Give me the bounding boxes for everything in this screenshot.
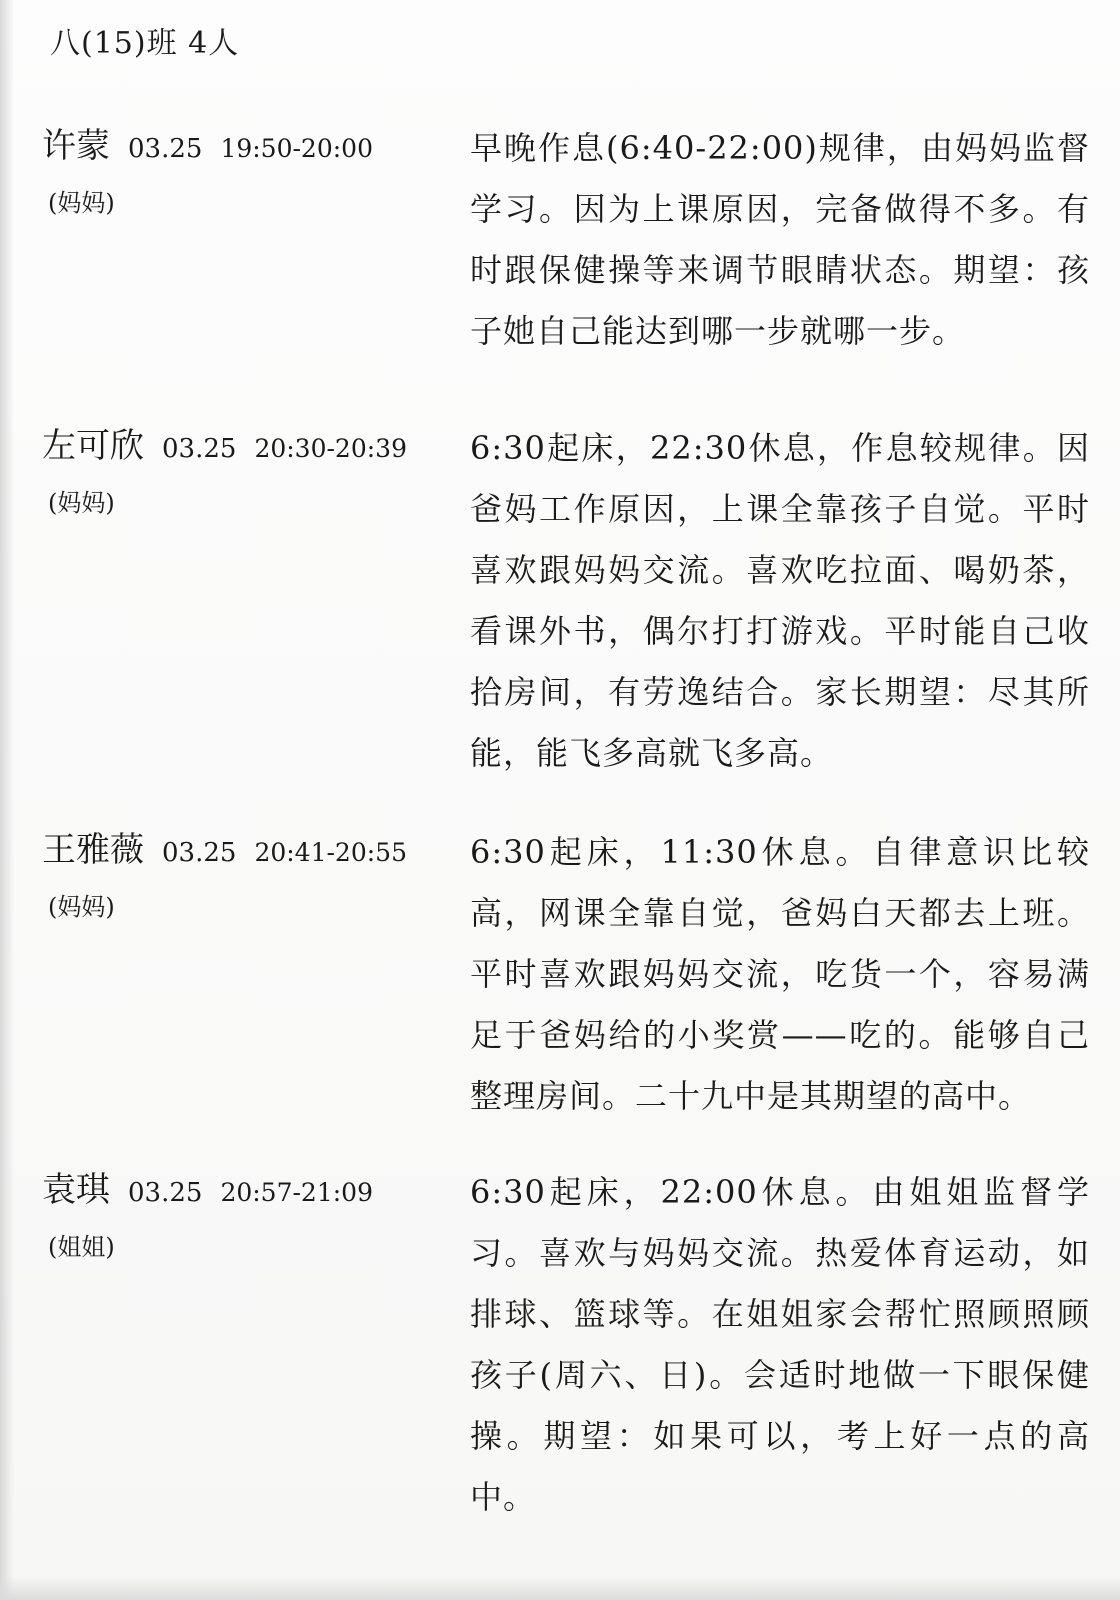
call-date: 03.25 <box>128 134 203 164</box>
record-meta <box>42 118 442 218</box>
record-meta <box>42 822 442 922</box>
student-name: 左可欣 <box>42 426 144 466</box>
record-meta <box>42 1162 442 1262</box>
student-name: 袁琪 <box>42 1170 110 1210</box>
record-note: 6:30起床，22:00休息。由姐姐监督学习。喜欢与妈妈交流。热爱体育运动，如排球、篮球等。在姐姐家会帮忙照顾照顾孩子(周六、日)。会适时地做一下眼保健操。期望：如果可以，考上好一点的高中。 <box>470 1173 1090 1516</box>
call-time: 20:57-21:09 <box>220 1178 373 1207</box>
student-name: 许蒙 <box>42 126 110 166</box>
call-date: 03.25 <box>128 1178 203 1208</box>
call-time: 20:30-20:39 <box>254 434 407 463</box>
paper-shadow-left <box>0 0 14 1600</box>
call-time: 20:41-20:55 <box>254 838 407 867</box>
contact-person: (妈妈) <box>48 893 115 921</box>
record-heading <box>42 418 442 467</box>
record-note: 6:30起床，11:30休息。自律意识比较高，网课全靠自觉，爸妈白天都去上班。平时喜欢跟妈妈交流，吃货一个，容易满足于爸妈给的小奖赏——吃的。能够自己整理房间。二十九中是其期望的高中。 <box>470 833 1090 1115</box>
contact-person: (妈妈) <box>48 489 115 517</box>
contact-person: (姐姐) <box>48 1233 115 1261</box>
record-note: 早晚作息(6:40-22:00)规律，由妈妈监督学习。因为上课原因，完备做得不多。有时跟保健操等来调节眼睛状态。期望：孩子她自己能达到哪一步就哪一步。 <box>470 129 1090 350</box>
student-name: 王雅薇 <box>42 830 144 870</box>
record-meta <box>42 418 442 518</box>
call-date: 03.25 <box>162 434 237 464</box>
record-note: 6:30起床，22:30休息，作息较规律。因爸妈工作原因，上课全靠孩子自觉。平时喜欢跟妈妈交流。喜欢吃拉面、喝奶茶，看课外书，偶尔打打游戏。平时能自己收拾房间，有劳逸结合。家长期望：尽其所能，能飞多高就飞多高。 <box>470 429 1090 772</box>
call-time: 19:50-20:00 <box>220 134 373 163</box>
record-heading <box>42 822 442 871</box>
call-date: 03.25 <box>162 838 237 868</box>
paper-shadow-bottom <box>0 1576 1120 1600</box>
record-heading <box>42 118 442 167</box>
record-heading <box>42 1162 442 1211</box>
contact-person: (妈妈) <box>48 189 115 217</box>
class-header: 八(15)班 4人 <box>50 26 240 61</box>
